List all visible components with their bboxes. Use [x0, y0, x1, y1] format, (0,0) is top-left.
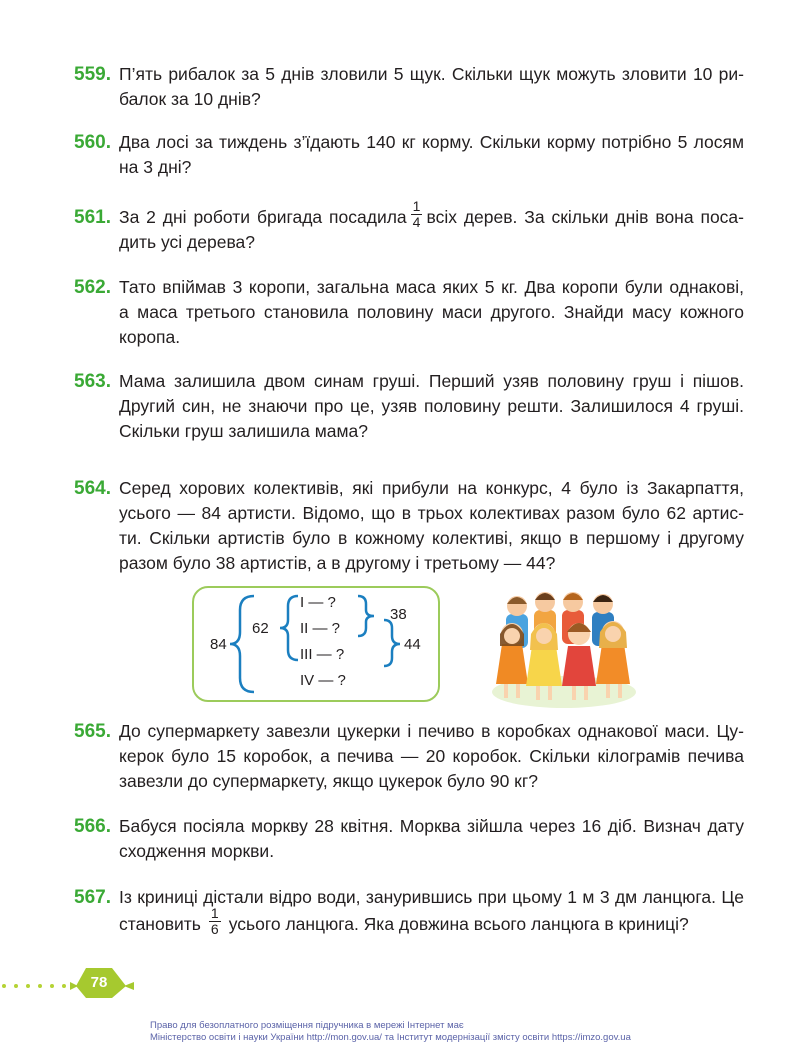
row-label: IV — ? — [300, 672, 346, 689]
text-line: Із криниці дістали відро води, занурившись при цьому 1 м 3 дм ланцюга. Це — [119, 887, 744, 907]
text-fragment: всіх дерев. За скільки днів вона поса- — [426, 207, 744, 227]
row-label: III — ? — [300, 646, 345, 663]
text-line: П’ять рибалок за 5 днів зловили 5 щук. Скільки щук можуть зловити 10 ри- — [119, 64, 744, 84]
brace-scheme-diagram — [192, 586, 440, 702]
text-line: на 3 дні? — [119, 157, 192, 177]
text-line: ти. Скільки артистів було в кожному колективі, якщо в першому і другому — [119, 528, 744, 548]
problem-text — [119, 62, 744, 112]
fraction-denominator: 4 — [412, 213, 421, 230]
text-line: разом було 38 артистів, а в другому і третьому — 44? — [119, 553, 556, 573]
problem-number: 563. — [74, 371, 111, 392]
text-line: Серед хорових колективів, які прибули на конкурс, 4 було із Закарпаття, — [119, 478, 744, 498]
page-number: 78 — [90, 974, 108, 991]
text-line: а маса третього становила половину маси другого. Знайди масу кожного — [119, 302, 744, 322]
text-line: Два лосі за тиждень з’їдають 140 кг корму. Скільки корму потрібно 5 лосям — [119, 132, 744, 152]
problem-number: 559. — [74, 64, 111, 85]
problem-562 — [74, 275, 744, 350]
problem-number: 560. — [74, 132, 111, 153]
problem-number: 562. — [74, 277, 111, 298]
text-line: Бабуся посіяла моркву 28 квітня. Морква зійшла через 16 діб. Визнач дату — [119, 816, 744, 836]
problem-number: 567. — [74, 887, 111, 908]
problem-564 — [74, 476, 744, 576]
problem-number: 561. — [74, 207, 111, 228]
text-line: завезли до супермаркету, якщо цукерок було 90 кг? — [119, 771, 538, 791]
brace-pair-12 — [358, 596, 374, 636]
problem-559 — [74, 62, 744, 112]
fraction-numerator: 1 — [412, 197, 421, 214]
problem-number: 564. — [74, 478, 111, 499]
text-line: Мама залишила двом синам груші. Перший узяв половину груш і пішов. — [119, 371, 744, 391]
text-line — [119, 197, 744, 230]
problem-number: 566. — [74, 816, 111, 837]
text-fragment: усього ланцюга. Яка довжина всього ланцюга в криниці? — [228, 914, 689, 934]
problem-563 — [74, 369, 744, 444]
text-line: керок було 15 коробок, а печива — 20 коробок. Скільки кілограмів печива — [119, 746, 744, 766]
problem-text — [119, 275, 744, 350]
problem-text — [119, 130, 744, 180]
fraction-denominator: 6 — [210, 920, 219, 937]
problem-text — [119, 814, 744, 864]
problem-number: 565. — [74, 721, 111, 742]
text-line — [119, 904, 744, 937]
row-label: I — ? — [300, 594, 336, 611]
footer-line: Міністерство освіти і науки України http://mon.gov.ua/ та Інститут модернізації змісту освіти https://imzo.gov.ua — [150, 1032, 631, 1043]
problem-565 — [74, 719, 744, 794]
total-label: 84 — [210, 636, 227, 653]
text-line: сходження моркви. — [119, 841, 275, 861]
fraction-one-quarter — [411, 199, 423, 230]
text-line: коропа. — [119, 327, 181, 347]
page-number-badge — [0, 960, 140, 1000]
pair12-label: 38 — [390, 606, 407, 623]
problem-text — [119, 719, 744, 794]
problem-566 — [74, 814, 744, 864]
problem-560 — [74, 130, 744, 180]
fraction-one-sixth — [209, 906, 221, 937]
problem-text — [119, 369, 744, 444]
brace-pair-23 — [384, 620, 400, 666]
text-line: балок за 10 днів? — [119, 89, 261, 109]
pair23-label: 44 — [404, 636, 421, 653]
decorative-stars — [2, 984, 66, 988]
text-fragment: становить — [119, 914, 201, 934]
footer-notice — [150, 1020, 670, 1044]
text-line: усього — 84 артисти. Відомо, що в трьох колективах разом було 62 артис- — [119, 503, 744, 523]
footer-line: Право для безоплатного розміщення підручника в мережі Інтернет має — [150, 1020, 464, 1031]
problem-text — [119, 476, 744, 576]
row-label: II — ? — [300, 620, 341, 637]
fraction-numerator: 1 — [210, 904, 219, 921]
problem-561 — [74, 197, 744, 255]
text-line: Другий син, не знаючи про це, узяв половину решти. Залишилося 4 груші. — [119, 396, 744, 416]
subtotal-label: 62 — [252, 620, 269, 637]
choir-children-illustration — [488, 584, 640, 714]
problem-text — [119, 197, 744, 255]
brace-subtotal — [280, 596, 298, 660]
text-line: Скільки груш залишила мама? — [119, 421, 368, 441]
problem-text — [119, 885, 744, 937]
text-line: До супермаркету завезли цукерки і печиво в коробках однакової маси. Цу- — [119, 721, 744, 741]
brace-total — [230, 596, 254, 692]
problem-567 — [74, 885, 744, 937]
text-fragment: За 2 дні роботи бригада посадила — [119, 207, 407, 227]
text-line: дить усі дерева? — [119, 232, 256, 252]
text-line: Тато впіймав 3 коропи, загальна маса яких 5 кг. Два коропи були однакові, — [119, 277, 744, 297]
